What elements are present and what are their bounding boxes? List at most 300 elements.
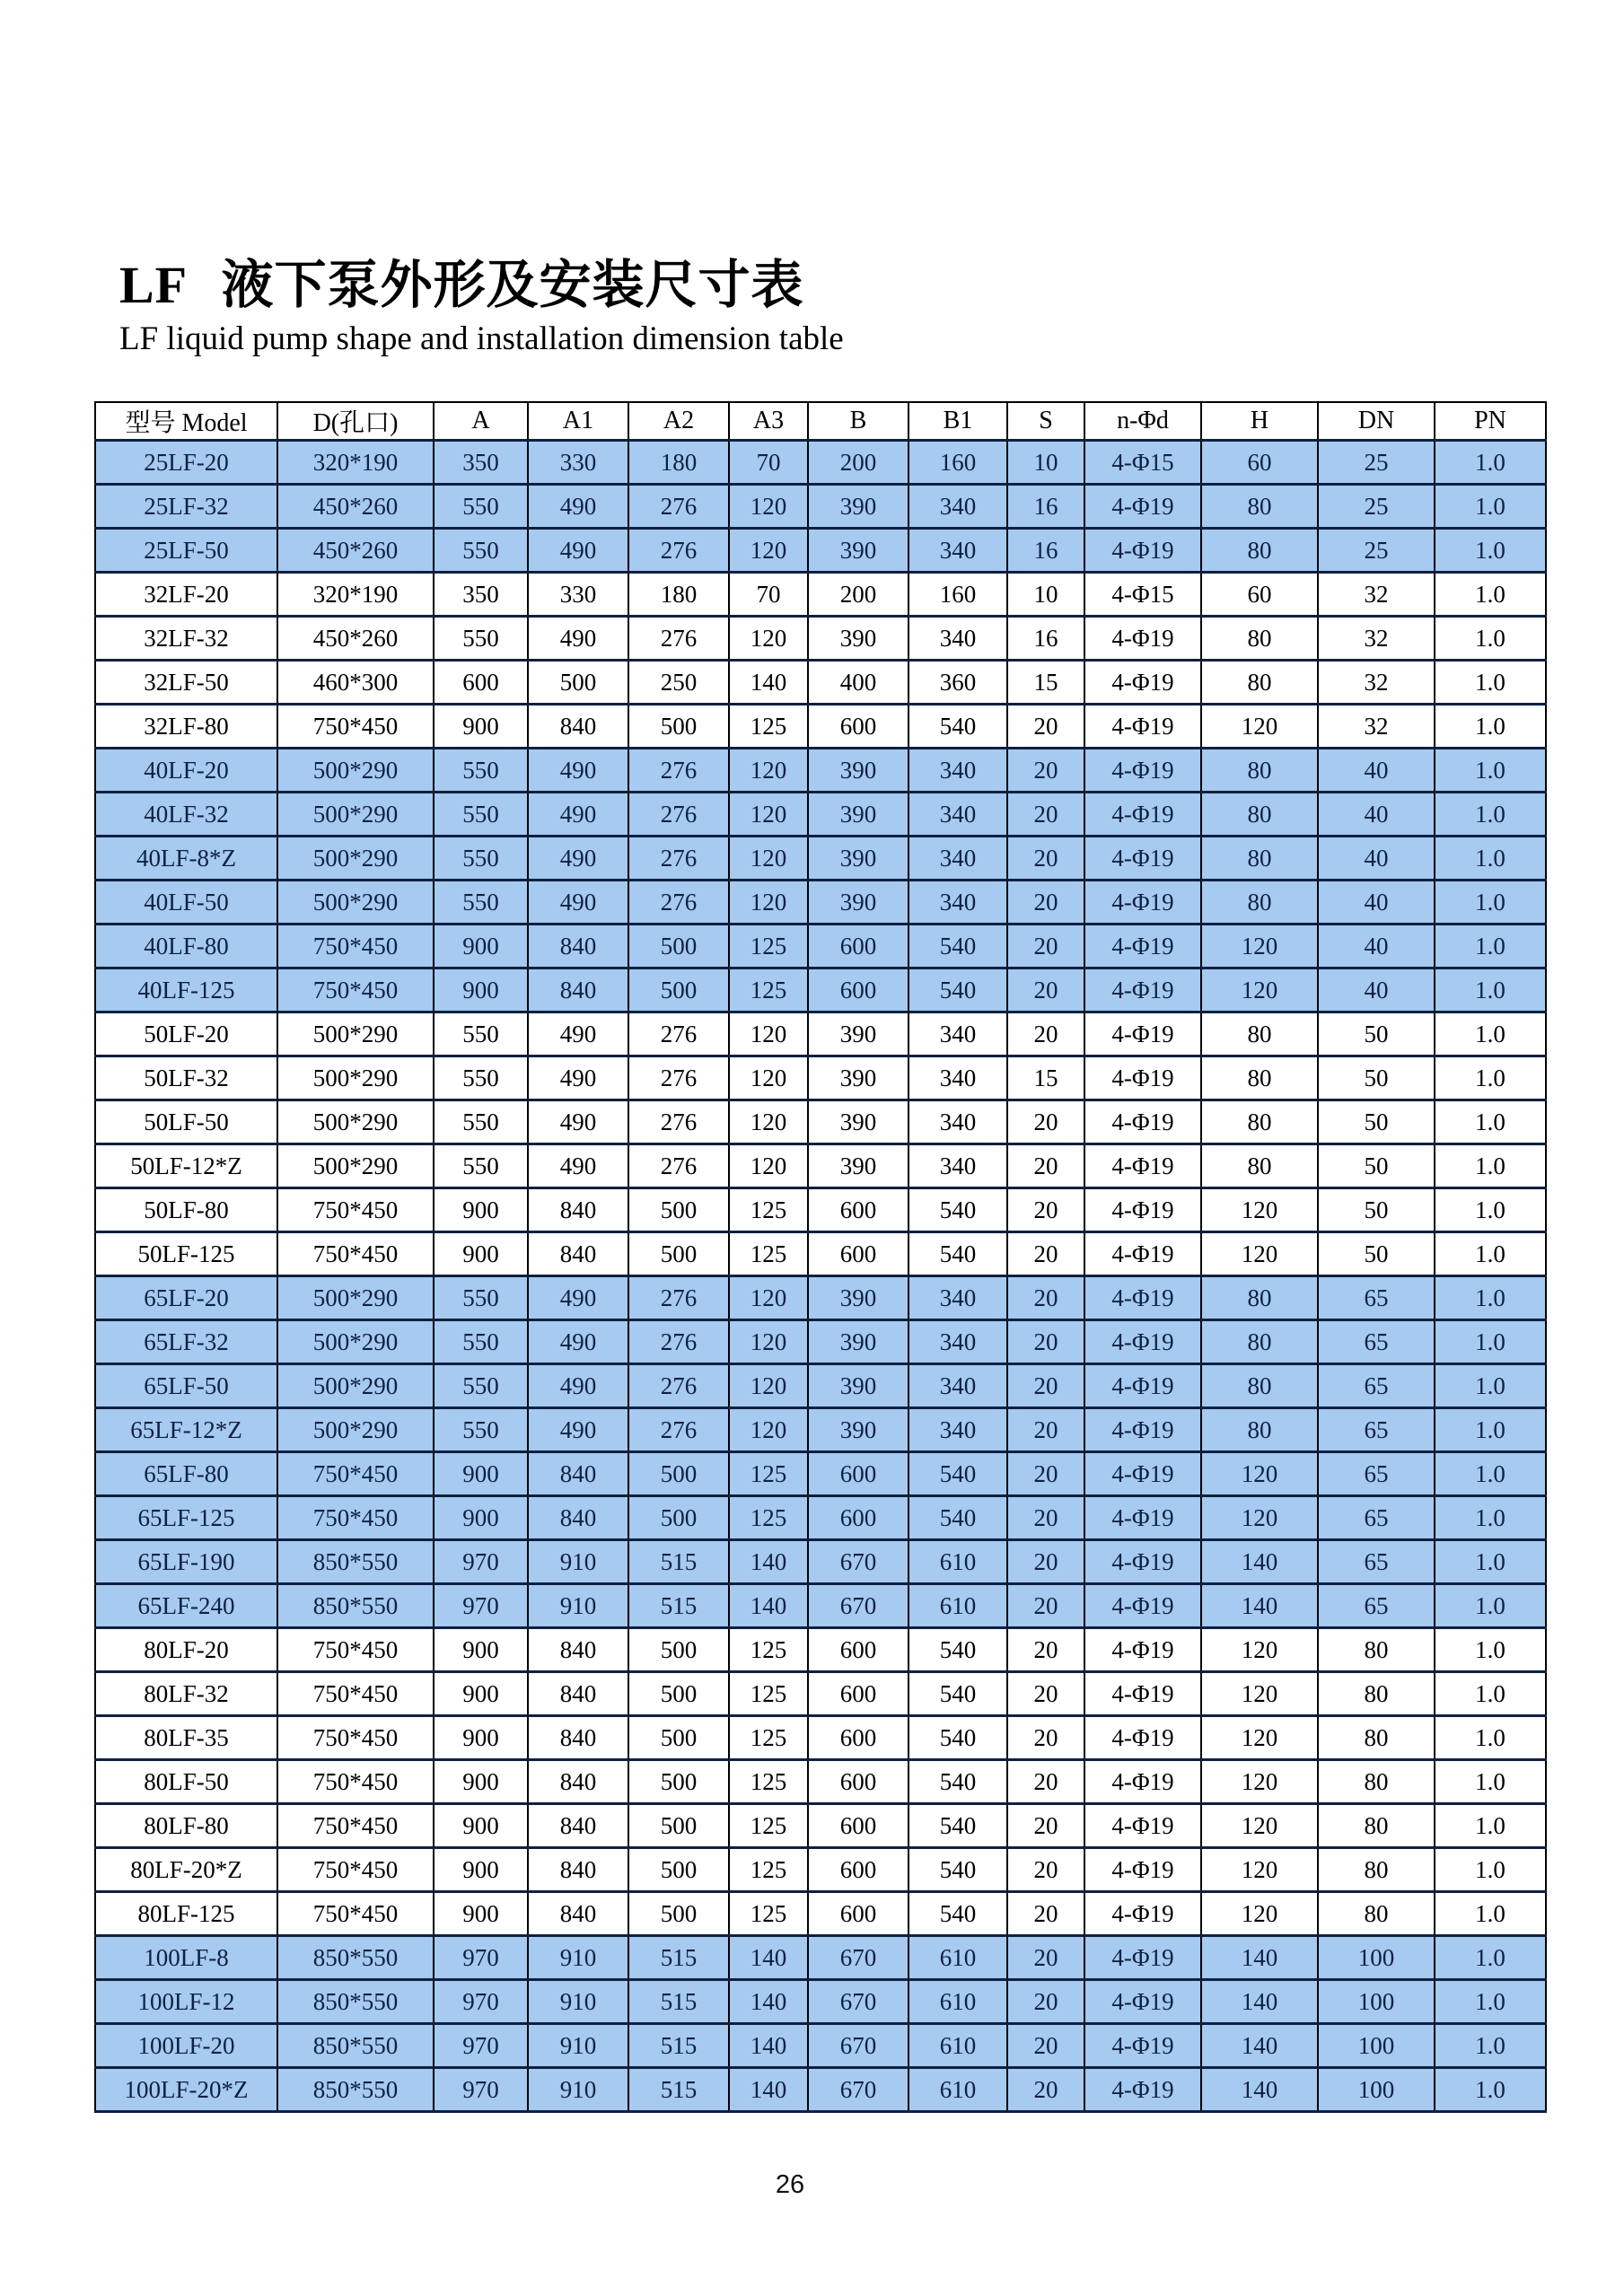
model-cell: 100LF-20 — [95, 2024, 277, 2068]
table-cell: 140 — [729, 1540, 808, 1584]
table-header-row — [95, 402, 1546, 441]
model-cell: 100LF-8 — [95, 1936, 277, 1980]
table-cell: 125 — [729, 925, 808, 968]
table-cell: 40 — [1318, 793, 1435, 837]
table-cell: 120 — [729, 1100, 808, 1144]
table-cell: 4-Φ19 — [1084, 1408, 1201, 1452]
table-cell: 40 — [1318, 837, 1435, 881]
table-cell: 120 — [729, 1320, 808, 1364]
table-cell: 80 — [1318, 1628, 1435, 1672]
table-cell: 80 — [1201, 1320, 1318, 1364]
table-cell: 1.0 — [1435, 793, 1546, 837]
table-row — [95, 1892, 1546, 1936]
table-cell: 50 — [1318, 1100, 1435, 1144]
table-cell: 540 — [909, 1848, 1007, 1892]
model-cell: 80LF-50 — [95, 1760, 277, 1804]
dimension-table — [94, 401, 1547, 2113]
table-cell: 1.0 — [1435, 1100, 1546, 1144]
table-row — [95, 1540, 1546, 1584]
table-row — [95, 1980, 1546, 2024]
table-row — [95, 1276, 1546, 1320]
table-cell: 65 — [1318, 1540, 1435, 1584]
model-cell: 40LF-32 — [95, 793, 277, 837]
table-cell: 80 — [1201, 1276, 1318, 1320]
table-cell: 65 — [1318, 1496, 1435, 1540]
table-cell: 80 — [1318, 1892, 1435, 1936]
table-row — [95, 1320, 1546, 1364]
table-cell: 20 — [1007, 2068, 1084, 2112]
model-cell: 65LF-190 — [95, 1540, 277, 1584]
table-cell: 840 — [528, 1892, 628, 1936]
table-cell: 120 — [1201, 1804, 1318, 1848]
table-cell: 490 — [528, 1100, 628, 1144]
table-cell: 70 — [729, 573, 808, 617]
table-cell: 840 — [528, 1452, 628, 1496]
table-cell: 20 — [1007, 1848, 1084, 1892]
table-cell: 515 — [628, 1540, 729, 1584]
column-header: B — [808, 402, 909, 441]
table-cell: 20 — [1007, 1936, 1084, 1980]
page-title: LF 液下泵外形及安装尺寸表 — [119, 256, 804, 314]
table-row — [95, 1848, 1546, 1892]
table-cell: 140 — [729, 2068, 808, 2112]
table-row — [95, 2068, 1546, 2112]
model-cell: 32LF-80 — [95, 705, 277, 749]
table-cell: 500*290 — [277, 749, 434, 793]
table-cell: 120 — [729, 1012, 808, 1056]
table-cell: 900 — [434, 968, 528, 1012]
table-cell: 340 — [909, 1364, 1007, 1408]
table-cell: 550 — [434, 1320, 528, 1364]
table-cell: 1.0 — [1435, 2068, 1546, 2112]
table-cell: 140 — [729, 2024, 808, 2068]
table-cell: 670 — [808, 1980, 909, 2024]
table-cell: 900 — [434, 1804, 528, 1848]
table-cell: 16 — [1007, 617, 1084, 661]
table-cell: 500*290 — [277, 1364, 434, 1408]
table-cell: 750*450 — [277, 1496, 434, 1540]
model-cell: 40LF-50 — [95, 881, 277, 925]
table-cell: 20 — [1007, 1672, 1084, 1716]
table-cell: 1.0 — [1435, 1760, 1546, 1804]
table-cell: 120 — [729, 485, 808, 529]
table-row — [95, 1496, 1546, 1540]
table-cell: 600 — [808, 1760, 909, 1804]
table-row — [95, 1672, 1546, 1716]
table-cell: 4-Φ19 — [1084, 968, 1201, 1012]
table-cell: 340 — [909, 1320, 1007, 1364]
model-cell: 65LF-32 — [95, 1320, 277, 1364]
table-cell: 4-Φ19 — [1084, 1364, 1201, 1408]
table-cell: 600 — [808, 1188, 909, 1232]
model-cell: 65LF-50 — [95, 1364, 277, 1408]
table-cell: 540 — [909, 925, 1007, 968]
table-cell: 600 — [808, 1804, 909, 1848]
table-cell: 160 — [909, 441, 1007, 485]
table-cell: 80 — [1201, 1100, 1318, 1144]
model-cell: 50LF-125 — [95, 1232, 277, 1276]
table-cell: 80 — [1318, 1848, 1435, 1892]
table-cell: 900 — [434, 1848, 528, 1892]
table-cell: 550 — [434, 837, 528, 881]
table-cell: 20 — [1007, 1364, 1084, 1408]
table-cell: 1.0 — [1435, 1540, 1546, 1584]
table-cell: 340 — [909, 749, 1007, 793]
table-cell: 500 — [628, 1848, 729, 1892]
table-cell: 550 — [434, 1100, 528, 1144]
table-cell: 850*550 — [277, 1584, 434, 1628]
table-cell: 670 — [808, 2024, 909, 2068]
model-cell: 65LF-240 — [95, 1584, 277, 1628]
table-cell: 450*260 — [277, 529, 434, 573]
table-cell: 4-Φ15 — [1084, 573, 1201, 617]
table-cell: 450*260 — [277, 617, 434, 661]
table-cell: 120 — [729, 1144, 808, 1188]
table-cell: 120 — [729, 529, 808, 573]
table-cell: 50 — [1318, 1144, 1435, 1188]
table-cell: 16 — [1007, 485, 1084, 529]
table-cell: 80 — [1318, 1672, 1435, 1716]
table-cell: 120 — [729, 1276, 808, 1320]
table-cell: 750*450 — [277, 1760, 434, 1804]
table-cell: 80 — [1318, 1716, 1435, 1760]
table-cell: 4-Φ19 — [1084, 1320, 1201, 1364]
table-cell: 120 — [1201, 705, 1318, 749]
table-cell: 32 — [1318, 617, 1435, 661]
table-cell: 670 — [808, 1936, 909, 1980]
table-cell: 490 — [528, 749, 628, 793]
table-cell: 1.0 — [1435, 749, 1546, 793]
table-cell: 550 — [434, 485, 528, 529]
table-cell: 610 — [909, 1936, 1007, 1980]
table-cell: 20 — [1007, 1716, 1084, 1760]
table-row — [95, 1716, 1546, 1760]
table-cell: 276 — [628, 529, 729, 573]
table-cell: 610 — [909, 2068, 1007, 2112]
table-cell: 20 — [1007, 1452, 1084, 1496]
table-cell: 20 — [1007, 1144, 1084, 1188]
table-cell: 125 — [729, 1452, 808, 1496]
table-cell: 610 — [909, 1584, 1007, 1628]
table-cell: 120 — [729, 1408, 808, 1452]
table-cell: 160 — [909, 573, 1007, 617]
table-cell: 1.0 — [1435, 1276, 1546, 1320]
table-cell: 80 — [1201, 529, 1318, 573]
table-cell: 140 — [729, 1936, 808, 1980]
table-cell: 840 — [528, 1496, 628, 1540]
table-cell: 20 — [1007, 2024, 1084, 2068]
table-row — [95, 793, 1546, 837]
model-cell: 65LF-80 — [95, 1452, 277, 1496]
table-cell: 460*300 — [277, 661, 434, 705]
table-cell: 600 — [808, 1848, 909, 1892]
table-cell: 15 — [1007, 1056, 1084, 1100]
table-row — [95, 2024, 1546, 2068]
table-cell: 120 — [1201, 1892, 1318, 1936]
model-cell: 32LF-20 — [95, 573, 277, 617]
table-cell: 390 — [808, 1276, 909, 1320]
table-cell: 550 — [434, 793, 528, 837]
table-cell: 500*290 — [277, 837, 434, 881]
table-cell: 120 — [729, 881, 808, 925]
table-row — [95, 1100, 1546, 1144]
table-cell: 600 — [808, 1496, 909, 1540]
table-cell: 120 — [1201, 1760, 1318, 1804]
table-cell: 140 — [1201, 2024, 1318, 2068]
table-row — [95, 1188, 1546, 1232]
table-cell: 350 — [434, 573, 528, 617]
table-cell: 515 — [628, 1980, 729, 2024]
table-cell: 340 — [909, 529, 1007, 573]
table-cell: 80 — [1201, 1364, 1318, 1408]
table-cell: 4-Φ19 — [1084, 1056, 1201, 1100]
table-cell: 1.0 — [1435, 441, 1546, 485]
table-cell: 450*260 — [277, 485, 434, 529]
table-cell: 276 — [628, 1276, 729, 1320]
column-header: A3 — [729, 402, 808, 441]
table-row — [95, 705, 1546, 749]
table-cell: 910 — [528, 1584, 628, 1628]
table-cell: 390 — [808, 793, 909, 837]
table-cell: 500 — [628, 968, 729, 1012]
table-cell: 550 — [434, 1408, 528, 1452]
table-cell: 970 — [434, 1540, 528, 1584]
table-cell: 276 — [628, 1320, 729, 1364]
model-cell: 65LF-20 — [95, 1276, 277, 1320]
table-cell: 840 — [528, 925, 628, 968]
table-row — [95, 1452, 1546, 1496]
table-cell: 1.0 — [1435, 881, 1546, 925]
table-cell: 65 — [1318, 1364, 1435, 1408]
table-cell: 840 — [528, 1672, 628, 1716]
table-cell: 750*450 — [277, 925, 434, 968]
table-cell: 80 — [1201, 661, 1318, 705]
table-cell: 20 — [1007, 925, 1084, 968]
table-cell: 200 — [808, 573, 909, 617]
table-cell: 1.0 — [1435, 1056, 1546, 1100]
table-cell: 900 — [434, 1672, 528, 1716]
table-cell: 250 — [628, 661, 729, 705]
table-cell: 970 — [434, 2068, 528, 2112]
table-cell: 1.0 — [1435, 925, 1546, 968]
table-row — [95, 1232, 1546, 1276]
table-cell: 276 — [628, 1364, 729, 1408]
table-cell: 390 — [808, 1408, 909, 1452]
table-cell: 390 — [808, 837, 909, 881]
table-cell: 4-Φ19 — [1084, 529, 1201, 573]
table-cell: 970 — [434, 1980, 528, 2024]
table-cell: 340 — [909, 1056, 1007, 1100]
table-cell: 500*290 — [277, 1408, 434, 1452]
table-cell: 20 — [1007, 1804, 1084, 1848]
table-cell: 100 — [1318, 2024, 1435, 2068]
table-cell: 390 — [808, 617, 909, 661]
table-cell: 750*450 — [277, 1452, 434, 1496]
table-cell: 20 — [1007, 1760, 1084, 1804]
table-cell: 4-Φ19 — [1084, 1540, 1201, 1584]
table-row — [95, 441, 1546, 485]
table-cell: 330 — [528, 573, 628, 617]
table-cell: 600 — [808, 968, 909, 1012]
table-cell: 540 — [909, 1804, 1007, 1848]
table-cell: 80 — [1201, 1012, 1318, 1056]
table-cell: 120 — [729, 837, 808, 881]
table-cell: 840 — [528, 705, 628, 749]
table-cell: 60 — [1201, 441, 1318, 485]
model-cell: 80LF-20*Z — [95, 1848, 277, 1892]
table-cell: 125 — [729, 968, 808, 1012]
table-row — [95, 529, 1546, 573]
table-cell: 850*550 — [277, 1980, 434, 2024]
table-cell: 40 — [1318, 749, 1435, 793]
table-cell: 340 — [909, 1012, 1007, 1056]
table-cell: 140 — [1201, 1936, 1318, 1980]
table-cell: 540 — [909, 705, 1007, 749]
table-cell: 140 — [1201, 1584, 1318, 1628]
table-cell: 125 — [729, 1760, 808, 1804]
table-cell: 900 — [434, 705, 528, 749]
table-cell: 4-Φ19 — [1084, 1188, 1201, 1232]
table-row — [95, 1144, 1546, 1188]
table-cell: 390 — [808, 1012, 909, 1056]
column-header: DN — [1318, 402, 1435, 441]
table-cell: 330 — [528, 441, 628, 485]
table-cell: 4-Φ19 — [1084, 749, 1201, 793]
table-cell: 120 — [1201, 968, 1318, 1012]
model-cell: 80LF-35 — [95, 1716, 277, 1760]
table-cell: 840 — [528, 1848, 628, 1892]
table-cell: 50 — [1318, 1012, 1435, 1056]
table-cell: 10 — [1007, 441, 1084, 485]
table-cell: 25 — [1318, 529, 1435, 573]
table-cell: 1.0 — [1435, 1364, 1546, 1408]
table-cell: 390 — [808, 529, 909, 573]
table-cell: 1.0 — [1435, 617, 1546, 661]
table-row — [95, 881, 1546, 925]
table-cell: 340 — [909, 793, 1007, 837]
column-header: PN — [1435, 402, 1546, 441]
table-cell: 490 — [528, 1012, 628, 1056]
table-cell: 750*450 — [277, 1716, 434, 1760]
table-cell: 4-Φ19 — [1084, 2024, 1201, 2068]
table-cell: 20 — [1007, 1100, 1084, 1144]
table-cell: 500 — [628, 925, 729, 968]
table-cell: 540 — [909, 1232, 1007, 1276]
table-cell: 600 — [808, 1716, 909, 1760]
table-cell: 750*450 — [277, 1188, 434, 1232]
table-cell: 80 — [1201, 837, 1318, 881]
table-cell: 16 — [1007, 529, 1084, 573]
table-cell: 910 — [528, 1936, 628, 1980]
table-cell: 80 — [1201, 617, 1318, 661]
table-cell: 910 — [528, 2024, 628, 2068]
table-cell: 1.0 — [1435, 1012, 1546, 1056]
table-cell: 340 — [909, 881, 1007, 925]
table-cell: 500*290 — [277, 793, 434, 837]
table-cell: 276 — [628, 749, 729, 793]
table-cell: 1.0 — [1435, 485, 1546, 529]
table-cell: 840 — [528, 1716, 628, 1760]
model-cell: 100LF-20*Z — [95, 2068, 277, 2112]
table-cell: 10 — [1007, 573, 1084, 617]
table-cell: 750*450 — [277, 1848, 434, 1892]
table-cell: 32 — [1318, 705, 1435, 749]
table-cell: 80 — [1318, 1760, 1435, 1804]
table-cell: 125 — [729, 1672, 808, 1716]
table-cell: 970 — [434, 1584, 528, 1628]
model-cell: 50LF-50 — [95, 1100, 277, 1144]
table-cell: 500 — [628, 1496, 729, 1540]
table-cell: 390 — [808, 881, 909, 925]
table-cell: 125 — [729, 705, 808, 749]
table-cell: 340 — [909, 837, 1007, 881]
table-cell: 500*290 — [277, 1056, 434, 1100]
table-cell: 20 — [1007, 1188, 1084, 1232]
table-cell: 540 — [909, 1716, 1007, 1760]
table-cell: 600 — [808, 1628, 909, 1672]
table-cell: 750*450 — [277, 968, 434, 1012]
table-cell: 4-Φ19 — [1084, 705, 1201, 749]
table-cell: 840 — [528, 1804, 628, 1848]
table-cell: 125 — [729, 1188, 808, 1232]
table-cell: 910 — [528, 1540, 628, 1584]
table-cell: 140 — [1201, 1540, 1318, 1584]
table-cell: 20 — [1007, 1892, 1084, 1936]
table-cell: 390 — [808, 1364, 909, 1408]
table-cell: 80 — [1201, 1408, 1318, 1452]
table-cell: 125 — [729, 1496, 808, 1540]
table-cell: 40 — [1318, 881, 1435, 925]
table-cell: 840 — [528, 1188, 628, 1232]
table-cell: 900 — [434, 1188, 528, 1232]
table-cell: 65 — [1318, 1276, 1435, 1320]
table-cell: 900 — [434, 1628, 528, 1672]
table-row — [95, 661, 1546, 705]
model-cell: 100LF-12 — [95, 1980, 277, 2024]
table-cell: 4-Φ19 — [1084, 881, 1201, 925]
table-cell: 80 — [1201, 881, 1318, 925]
table-cell: 4-Φ19 — [1084, 1276, 1201, 1320]
table-cell: 970 — [434, 1936, 528, 1980]
model-cell: 80LF-125 — [95, 1892, 277, 1936]
table-cell: 120 — [1201, 1188, 1318, 1232]
table-cell: 490 — [528, 1144, 628, 1188]
table-row — [95, 749, 1546, 793]
table-cell: 900 — [434, 1496, 528, 1540]
table-cell: 670 — [808, 1540, 909, 1584]
table-cell: 900 — [434, 1452, 528, 1496]
table-cell: 120 — [1201, 1716, 1318, 1760]
table-cell: 340 — [909, 1276, 1007, 1320]
table-cell: 276 — [628, 1100, 729, 1144]
model-cell: 65LF-12*Z — [95, 1408, 277, 1452]
table-cell: 1.0 — [1435, 1452, 1546, 1496]
table-cell: 1.0 — [1435, 1584, 1546, 1628]
table-cell: 20 — [1007, 837, 1084, 881]
table-cell: 80 — [1201, 1056, 1318, 1100]
table-row — [95, 573, 1546, 617]
table-cell: 180 — [628, 573, 729, 617]
table-cell: 120 — [729, 749, 808, 793]
table-cell: 350 — [434, 441, 528, 485]
table-cell: 850*550 — [277, 2068, 434, 2112]
table-cell: 4-Φ19 — [1084, 1892, 1201, 1936]
table-cell: 1.0 — [1435, 1232, 1546, 1276]
table-cell: 140 — [1201, 1980, 1318, 2024]
table-cell: 340 — [909, 617, 1007, 661]
table-cell: 276 — [628, 1144, 729, 1188]
table-cell: 120 — [1201, 1496, 1318, 1540]
